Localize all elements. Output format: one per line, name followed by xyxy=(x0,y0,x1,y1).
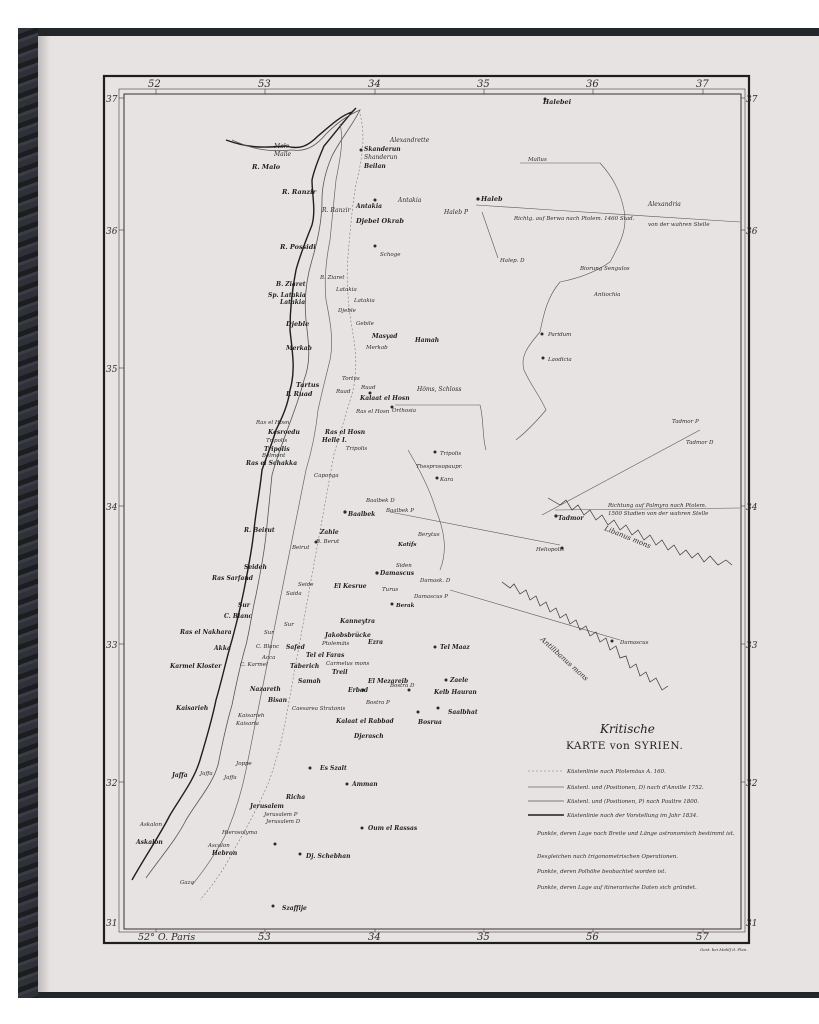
place-label: Kelb Hauran xyxy=(434,689,477,696)
place-label: B. Ziaret xyxy=(320,275,345,281)
mountain-ranges xyxy=(502,498,732,690)
place-label: Malle xyxy=(274,151,292,158)
place-label: Tortus xyxy=(342,376,360,382)
right-scale-label: 31 xyxy=(746,919,758,929)
legend-danville: Küstenl. und (Positionen, D) nach d'Anville 1752. xyxy=(567,785,704,791)
legend-polhoehe: Punkte, deren Polhöhe beobachtet worden ist. xyxy=(537,869,667,875)
place-label: Acca xyxy=(262,655,276,661)
place-label: Kaisarieh xyxy=(238,713,265,719)
left-scale-label: 35 xyxy=(106,365,118,375)
place-label: Erbad xyxy=(348,687,369,694)
place-label: Laodicia xyxy=(548,357,572,363)
place-label: 1500 Stadien von der wahren Stelle xyxy=(608,511,709,517)
place-label: Joppe xyxy=(236,761,252,767)
place-label: B. Berut xyxy=(316,539,340,545)
place-label: Schoge xyxy=(380,252,401,258)
place-label: Djeble xyxy=(338,308,356,314)
bottom-scale-label: 53 xyxy=(258,932,271,943)
engraver-imprint: Gest. bei Mahlf d. Plan. xyxy=(700,947,748,952)
place-label: Kalaat el Rabbad xyxy=(336,718,394,725)
place-label: Merkab xyxy=(286,345,312,352)
right-scale-label: 37 xyxy=(746,95,758,105)
left-scale-label: 36 xyxy=(106,227,118,237)
place-label: Sur xyxy=(284,622,294,628)
bottom-scale-label: 35 xyxy=(477,932,490,943)
place-label: Sur xyxy=(264,630,274,636)
place-label: Bosrua xyxy=(418,719,442,726)
place-label: Gaza xyxy=(180,880,194,886)
left-scale-label: 31 xyxy=(106,919,118,929)
place-label: Karmel Kloster xyxy=(170,663,222,670)
place-label: Beirut xyxy=(292,545,310,551)
bottom-scale-label: 56 xyxy=(586,932,599,943)
place-label: Antakia xyxy=(398,197,422,204)
place-label: Ruad xyxy=(336,389,351,395)
place-label: Djerasch xyxy=(354,733,384,740)
place-label: von der wahren Stelle xyxy=(648,222,710,228)
place-label: Jaffa xyxy=(172,772,188,779)
right-scale-label: 32 xyxy=(746,779,758,789)
top-scale-label: 52 xyxy=(148,79,161,90)
place-label: Ezra xyxy=(368,639,384,646)
legend-astronomical: Punkte, deren Lage nach Breite und Länge astronomisch bestimmt ist. xyxy=(537,831,735,837)
place-label: Kara xyxy=(440,477,454,483)
left-scale-label: 32 xyxy=(106,779,118,789)
place-label: Tadmor D xyxy=(686,440,714,446)
place-label: Biorung Sengulos xyxy=(580,266,630,272)
place-label: Carmelus mons xyxy=(326,661,370,667)
place-label: Zaele xyxy=(450,677,469,684)
place-label: R. Malo xyxy=(252,163,281,171)
place-label: Kaisarieh xyxy=(176,705,209,712)
place-label: Saida xyxy=(286,591,302,597)
place-label: Gebile xyxy=(356,321,374,327)
place-label: Alexandria xyxy=(648,201,681,208)
place-label: Ras el Hosn xyxy=(325,429,366,436)
place-label: Shanderun xyxy=(364,154,398,161)
right-scale-label: 33 xyxy=(746,641,758,651)
place-label: Seide xyxy=(298,582,314,588)
place-label: Jerusalem xyxy=(250,803,284,810)
place-label: Katifs xyxy=(398,542,417,548)
place-label: Kaisaria xyxy=(236,721,259,727)
place-label: Tripolis xyxy=(266,438,288,444)
place-label: Kalaat el Hosn xyxy=(360,395,410,402)
place-label: Ruad xyxy=(361,385,376,391)
place-label: Dj. Schebhan xyxy=(306,853,351,860)
place-label: Tel el Faras xyxy=(306,652,345,659)
right-scale-label: 36 xyxy=(746,227,758,237)
place-label: R. Beirut xyxy=(244,527,275,534)
place-label: Antakia xyxy=(356,203,383,210)
place-label: Askalon xyxy=(140,822,163,828)
place-label: Jakobsbrücke xyxy=(325,632,371,639)
place-label: Tartus xyxy=(296,381,320,389)
place-label: Jerusalem D xyxy=(266,819,301,825)
place-label: Bisan xyxy=(268,697,287,704)
top-scale-label: 35 xyxy=(477,79,490,90)
place-label: Ras el Nakhara xyxy=(180,629,232,636)
place-label: Caesarea Stratonis xyxy=(292,706,346,712)
place-label: Haleb P xyxy=(444,209,469,216)
place-label: Belmont xyxy=(262,453,286,459)
place-label: Tripolis xyxy=(440,451,462,457)
legend-ptolemy: Küstenlinie nach Ptolemäus A. 160. xyxy=(567,769,666,775)
place-label: Beilan xyxy=(364,163,386,170)
place-label: Samah xyxy=(298,678,321,685)
place-label: Latakia xyxy=(354,298,375,304)
place-label: Es Szalt xyxy=(320,765,347,772)
place-label: Sur xyxy=(238,602,250,609)
place-label: Ras el Schakka xyxy=(246,460,298,467)
place-label: Hamah xyxy=(415,337,440,344)
left-scale-label: 33 xyxy=(106,641,118,651)
place-label: Ascalon xyxy=(208,843,230,849)
place-label: Tripolis xyxy=(264,446,290,453)
place-label: Jaffa xyxy=(224,775,237,781)
place-label: Turus xyxy=(382,587,399,593)
place-label: Antiochia xyxy=(594,292,621,298)
place-label: Tripolis xyxy=(346,446,368,452)
place-label: Skanderun xyxy=(364,146,401,153)
place-label: Jerusalem P xyxy=(264,812,298,818)
place-label: Askalon xyxy=(136,839,163,846)
map-title xyxy=(566,722,683,752)
place-label: Richtg. auf Berwa nach Ptolem. 1460 Stad. xyxy=(514,216,635,222)
legend-itinerary: Punkte, deren Lage auf itinerarische Daten sich gründet. xyxy=(537,885,697,891)
place-label: R. Ranzir xyxy=(322,207,351,214)
place-label: R. Ranzir xyxy=(282,188,317,196)
place-label: Berytus xyxy=(418,532,440,538)
place-label: Caponga xyxy=(314,473,339,479)
place-label: Kesroedu xyxy=(268,429,300,436)
place-label: Baalbek xyxy=(348,511,376,518)
place-label: El Kesrue xyxy=(334,583,367,590)
place-label: Ras Sarfand xyxy=(212,575,253,582)
place-label: Halebei xyxy=(543,98,572,106)
place-label: Treil xyxy=(332,669,348,676)
place-label: Masyad xyxy=(372,333,398,340)
place-label: Libanus mons xyxy=(603,524,652,551)
place-label: Merkab xyxy=(366,345,388,351)
place-label: Taberich xyxy=(290,663,320,670)
place-label: Heliopolis xyxy=(536,547,565,553)
place-label: Richa xyxy=(286,794,306,801)
place-label: Halep. D xyxy=(500,258,525,264)
top-scale-label: 36 xyxy=(586,79,599,90)
place-label: Damascus P xyxy=(414,594,448,600)
place-label: Antilibanus mons xyxy=(538,635,590,683)
place-label: Haleb xyxy=(481,195,503,203)
left-scale-label: 34 xyxy=(106,503,118,513)
place-label: Malo xyxy=(274,143,290,150)
place-label: Mallus xyxy=(528,157,547,163)
place-label: Helle I. xyxy=(322,437,347,444)
place-label: Ras el Hosn xyxy=(256,420,290,426)
bottom-scale-label: 52° O. Paris xyxy=(138,932,196,943)
place-label: Thesprosopaupr. xyxy=(416,464,463,470)
place-label: Baalbek D xyxy=(366,498,395,504)
coastline-paultre xyxy=(146,110,360,878)
top-scale-label: 34 xyxy=(368,79,381,90)
place-label: Tadmor xyxy=(558,515,584,522)
top-scale-label: 37 xyxy=(696,79,709,90)
place-label: Jaffa xyxy=(200,771,213,777)
place-label: Höms, Schloss xyxy=(417,386,462,393)
place-label: I. Ruad xyxy=(286,390,313,398)
place-label: Oum el Rassas xyxy=(368,825,418,832)
place-label: Richtung auf Palmyra nach Ptolem. xyxy=(608,503,707,509)
place-label: Ptolemäis xyxy=(322,641,350,647)
legend-trigonometric: Desgleichen nach trigonometrischen Operationen. xyxy=(537,854,679,860)
title-line2: KARTE von SYRIEN. xyxy=(566,740,684,752)
place-label: Safed xyxy=(286,644,305,651)
place-label: B. Ziaret xyxy=(276,281,306,288)
legend-1834: Küstenlinie nach der Vorstellung im Jahr 1834. xyxy=(567,813,698,819)
place-label: Kanneytra xyxy=(340,618,375,625)
place-label: Paridum xyxy=(548,332,572,338)
place-label: Latakia xyxy=(280,299,306,306)
place-label: Zahle xyxy=(320,529,339,536)
bottom-scale-label: 57 xyxy=(696,932,709,943)
place-label: El Mezareib xyxy=(368,678,409,685)
place-label: Alexandrette xyxy=(390,137,430,144)
route-lines xyxy=(390,163,740,640)
legend-paultre: Küstenl. und (Positionen, P) nach Paultre 1800. xyxy=(567,799,700,805)
place-label: Akka xyxy=(214,645,231,652)
place-label: Djeble xyxy=(286,320,310,328)
place-label: C. Blanc xyxy=(256,644,280,650)
title-line1: Kritische xyxy=(600,722,655,736)
place-label: Hierosolyma xyxy=(222,830,258,836)
place-label: Orthosia xyxy=(392,408,417,414)
place-label: R. Possidi xyxy=(280,243,316,251)
place-label: Seideh xyxy=(244,564,267,571)
place-label: Sp. Latakia xyxy=(268,292,306,299)
place-label: Amman xyxy=(352,781,378,788)
place-label: Tel Maaz xyxy=(440,644,470,651)
place-label: Djebel Okrab xyxy=(356,217,404,225)
place-label: Szaffije xyxy=(282,905,307,912)
place-label: Damascus xyxy=(620,640,649,646)
place-label: Damascus xyxy=(380,570,415,577)
top-scale-label: 53 xyxy=(258,79,271,90)
place-label: Nazareth xyxy=(250,686,281,693)
place-label: C. Karmel xyxy=(240,662,268,668)
place-label: Tadmor P xyxy=(672,419,699,425)
right-scale-label: 34 xyxy=(746,503,758,513)
place-label: Berak xyxy=(396,603,415,609)
left-scale-label: 37 xyxy=(106,95,118,105)
place-label: Bostra D xyxy=(390,683,415,689)
place-label: Saalbhat xyxy=(448,709,478,716)
place-label: Siden xyxy=(396,563,412,569)
place-label: Ras el Hosn xyxy=(356,409,390,415)
place-label: Latakia xyxy=(336,287,357,293)
place-label: C. Blanc xyxy=(224,613,253,620)
place-label: Bostra P xyxy=(366,700,390,706)
map-legend xyxy=(528,769,735,891)
place-label: Hebron xyxy=(212,850,238,857)
place-label: Damask. D xyxy=(420,578,451,584)
place-label: Baalbek P xyxy=(386,508,414,514)
bottom-scale-label: 34 xyxy=(368,932,381,943)
